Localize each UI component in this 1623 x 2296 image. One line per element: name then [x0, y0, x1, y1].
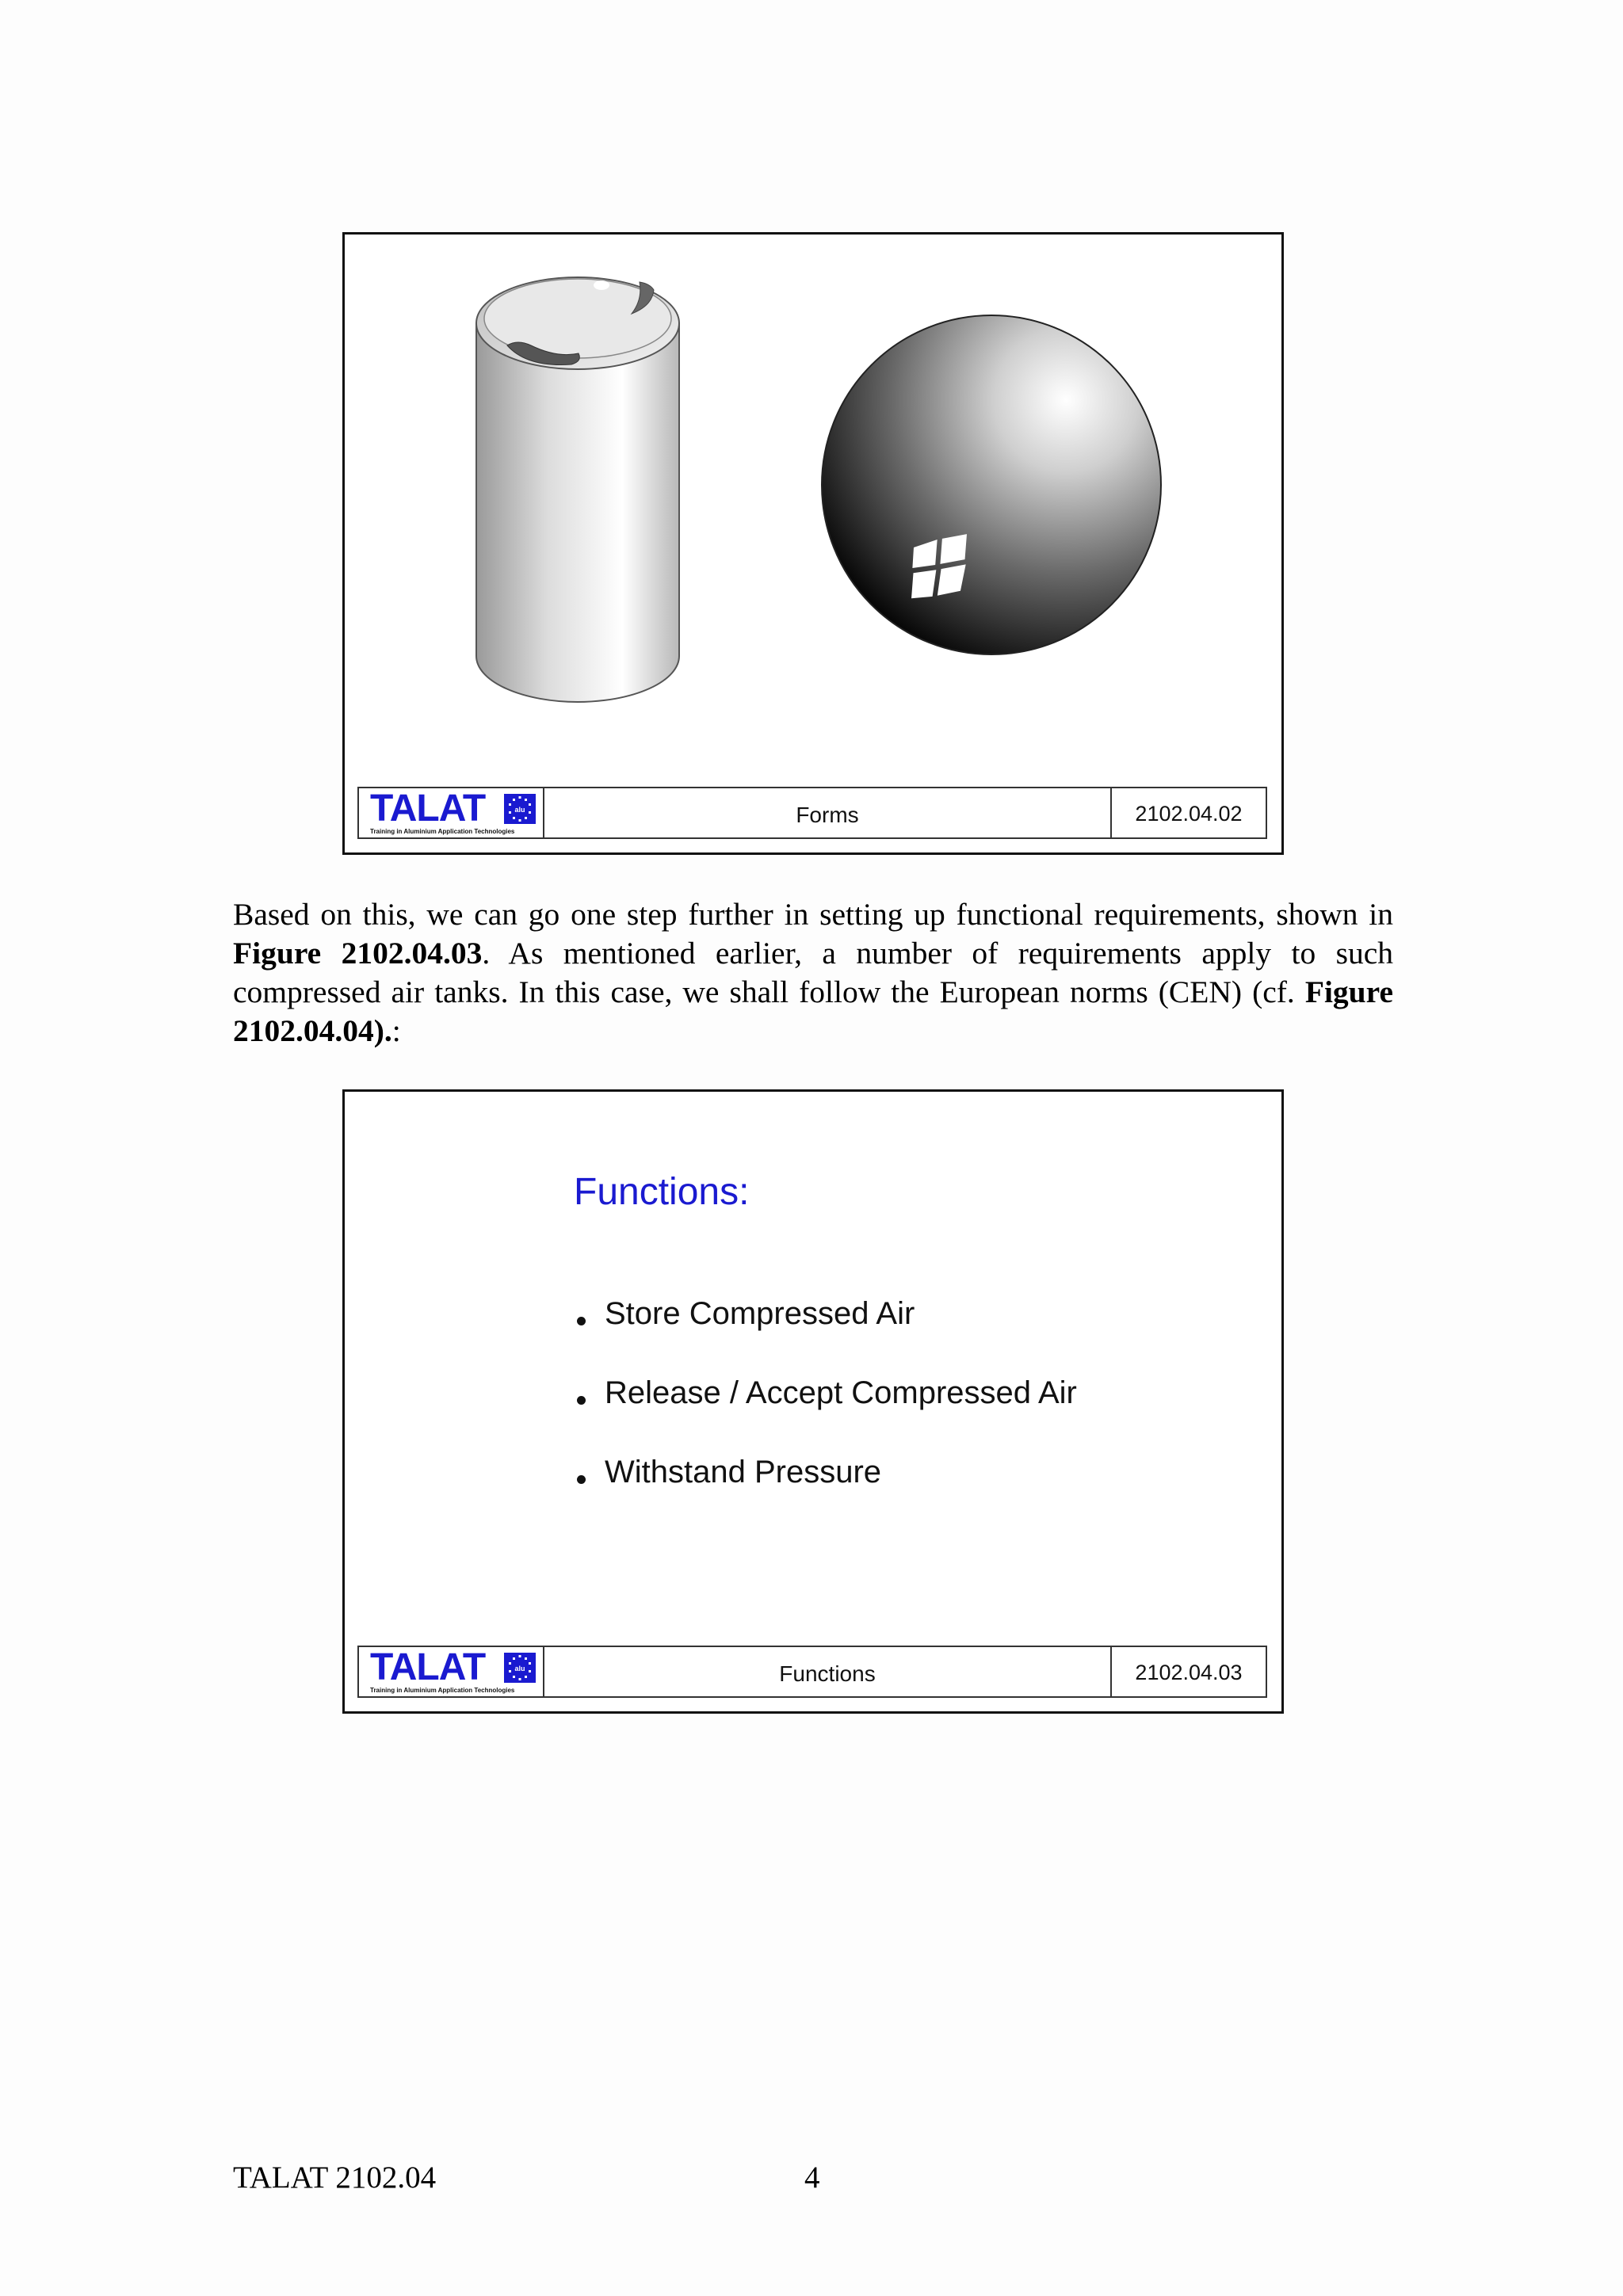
body-text-segment: :	[391, 1013, 401, 1048]
logo-wordmark: TALAT	[370, 1646, 486, 1688]
slide-title: Forms	[544, 788, 1112, 837]
figure-reference: Figure 2102.04.04).	[233, 974, 1393, 1048]
slide-code: 2102.04.02	[1135, 801, 1243, 826]
logo-tagline: Training in Aluminium Application Technologies	[370, 1687, 515, 1694]
logo-wordmark: TALAT	[370, 788, 486, 830]
slide-footer	[357, 787, 1267, 839]
page-number: 4	[804, 2161, 820, 2195]
list-item	[574, 1455, 1077, 1534]
slide-title: Functions	[544, 1647, 1112, 1696]
forms-illustration	[345, 235, 1281, 789]
list-item	[574, 1296, 1077, 1375]
body-text-segment: Based on this, we can go one step further in setting up functional requirements, shown in	[233, 897, 1393, 932]
talat-logo	[359, 1647, 544, 1696]
bullet-icon	[577, 1475, 586, 1484]
slide-footer	[357, 1646, 1267, 1698]
list-item-text: Release / Accept Compressed Air	[605, 1375, 1077, 1410]
bullet-icon	[577, 1396, 586, 1405]
body-text-segment: . As mentioned earlier, a number of requirements apply to such compressed air tanks. In this case, we shall follow the European norms (CEN) (cf.	[233, 936, 1394, 1009]
svg-text:alu: alu	[514, 1665, 525, 1672]
eu-flag-icon	[504, 794, 536, 824]
functions-heading: Functions:	[574, 1171, 750, 1213]
body-paragraph	[233, 895, 1393, 1051]
figure-functions-slide	[342, 1089, 1284, 1714]
cylinder-shape	[476, 277, 679, 702]
logo-tagline: Training in Aluminium Application Technologies	[370, 828, 515, 835]
list-item-text: Withstand Pressure	[605, 1455, 882, 1489]
document-id: TALAT 2102.04	[233, 2161, 437, 2195]
bullet-icon	[577, 1317, 586, 1325]
sphere-shape	[822, 315, 1161, 654]
list-item	[574, 1375, 1077, 1455]
svg-text:alu: alu	[514, 806, 525, 814]
list-item-text: Store Compressed Air	[605, 1296, 915, 1331]
slide-code: 2102.04.03	[1135, 1660, 1243, 1684]
eu-flag-icon	[504, 1653, 536, 1683]
figure-reference: Figure 2102.04.03	[233, 936, 483, 971]
figure-forms-slide	[342, 232, 1284, 855]
talat-logo	[359, 788, 544, 837]
functions-list	[574, 1296, 1077, 1534]
